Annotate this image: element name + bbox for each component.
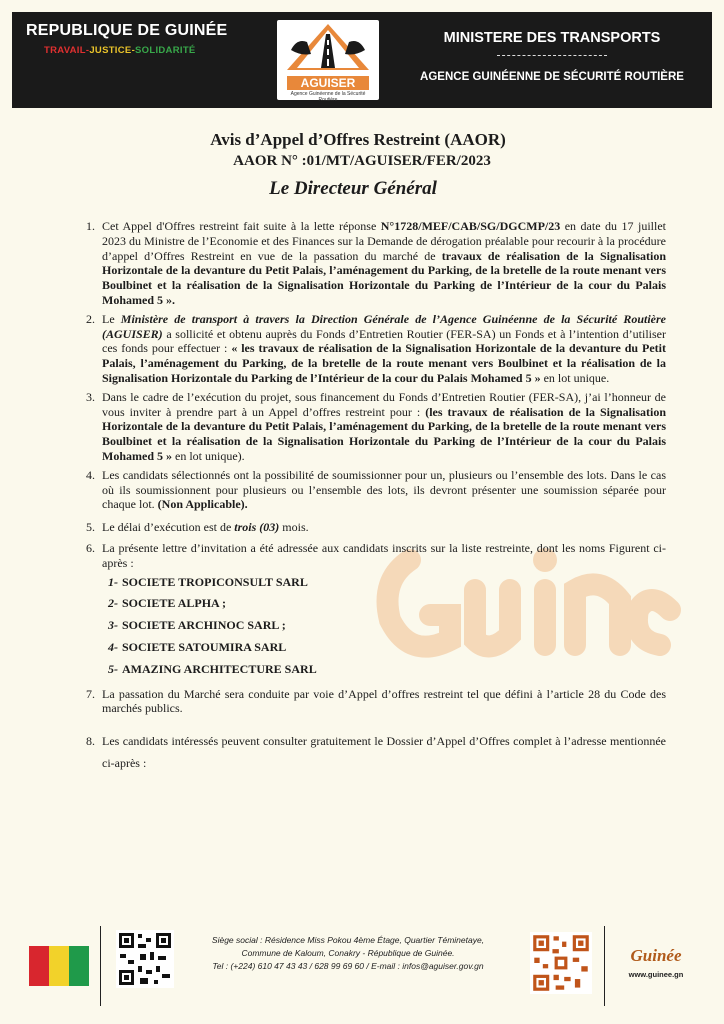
notice-title-block	[0, 130, 724, 200]
list-item: 4. Les candidats sélectionnés ont la possibilité de soumissionner pour un, plusieurs ou l’ensemble des lots. Dans le cas où ils soumissionnent pour plusieurs ou l’ensemble des lots, ils devront présenter une soumission séparée pour chaque lot. (Non Applicable).	[86, 467, 666, 512]
shortlist-item: 1- SOCIETE TROPICONSULT SARL	[108, 574, 308, 589]
logo-subtitle: Agence Guinéenne de la Sécurité Routière	[290, 91, 366, 103]
item-number: 6.	[86, 540, 95, 555]
country-block	[26, 22, 256, 56]
item-number: 1.	[86, 219, 95, 233]
document-header	[12, 12, 712, 108]
motto-solidarity: SOLIDARITÉ	[135, 45, 196, 56]
shortlist	[108, 575, 666, 677]
address-line: Commune de Kaloum, Conakry - République de Guinée.	[241, 948, 455, 958]
list-item: 2. Le Ministère de transport à travers la Direction Générale de l’Agence Guinéenne de la Sécurité Routière (AGUISER) a sollicité et obtenu auprès du Fonds d’Entretien Routier (FER-SA) un Fonds et à l’intention d’utiliser ces fonds pour effectuer : « les travaux de réalisation de la Signalisation Horizontale de la devanture du Petit Palais, l’aménagement du Parking, de la bretelle de la route menant vers Boulbinet et la réalisation de la Signalisation Horizontale du Parking de l’Intérieur de la cour du Palais Mohamed 5 » en lot unique.	[86, 311, 667, 385]
national-motto: TRAVAIL-JUSTICE-SOLIDARITÉ	[44, 45, 196, 56]
list-item: 3. Dans le cadre de l’exécution du projet, sous financement du Fonds d’Entretien Routier (FER-SA), j’ai l’honneur de vous inviter à prendre part à un Appel d’offres restreint pour : (les travaux de réalisation de la Signalisation Horizontale de la devanture du Petit Palais, l’aménagement du Parking, de la bretelle de la route menant vers Boulbinet et la réalisation de la Signalisation Horizontale du Parking de l’Intérieur de la cour du Palais Mohamed 5 » en lot unique).	[86, 389, 666, 463]
motto-work: TRAVAIL	[44, 45, 86, 56]
list-item: 8. Les candidats intéressés peuvent consulter gratuitement le Dossier d’Appel d’Offres complet à l’adresse mentionnée ci-après :	[84, 730, 666, 774]
shortlist-item: 3- SOCIETE ARCHINOC SARL ;	[108, 618, 286, 633]
notice-title: Avis d’Appel d’Offres Restreint (AAOR)	[210, 130, 506, 149]
shortlist-item: 4- SOCIETE SATOUMIRA SARL	[108, 639, 287, 654]
list-item: 7. La passation du Marché sera conduite par voie d’Appel d’offres restreint tel que défini à l’article 28 du Code des marchés publics.	[86, 686, 666, 716]
address-line: Siège social : Résidence Miss Pokou 4ème Étage, Quartier Téminetaye,	[211, 935, 485, 945]
footer-divider	[604, 926, 605, 1006]
item-number: 7.	[86, 686, 95, 701]
aguiser-logo	[277, 20, 379, 103]
contact-line: Tel : (+224) 610 47 43 43 / 628 99 69 60 / E-mail : infos@aguiser.gov.gn	[212, 961, 484, 971]
item-number: 8.	[86, 734, 95, 749]
notice-body	[84, 219, 666, 778]
logo-wordmark: AGUISER	[287, 76, 369, 90]
footer-divider	[100, 926, 101, 1006]
shortlist-item: 5- AMAZING ARCHITECTURE SARL	[108, 661, 317, 676]
list-item: 5. Le délai d’exécution est de trois (03) mois.	[86, 520, 309, 535]
item-number: 5.	[86, 520, 95, 535]
country-name: REPUBLIQUE DE GUINÉE	[26, 22, 228, 39]
list-item: 6. La présente lettre d’invitation a été adressée aux candidats inscrits sur la liste restreinte, dont les noms Figurent ci-après :	[86, 540, 666, 570]
header-divider	[497, 55, 607, 57]
list-item: 1. Cet Appel d'Offres restreint fait suite à la lette réponse N°1728/MEF/CAB/SG/DGCMP/23 en date du 17 juillet 2023 du Ministre de l’Economie et des Finances sur la Demande de dérogation préalable pour recourir à la procédure d’appel d’Offres Restreint en vue de la passation du marché de travaux de réalisation de la Signalisation Horizontale de la devanture du Petit Palais, l’aménagement du Parking, de la bretelle de la route menant vers Boulbinet et la réalisation de la Signalisation Horizontale du Parking de l’Intérieur de la cour du Palais Mohamed 5 ».	[86, 219, 666, 307]
road-emblem-icon	[277, 20, 379, 76]
footer-address	[176, 934, 520, 973]
item-number: 4.	[86, 467, 95, 482]
guinee-brand-logo: Guinée	[630, 946, 682, 965]
shortlist-item: 2- SOCIETE ALPHA ;	[108, 596, 227, 611]
agency-name: AGENCE GUINÉENNE DE SÉCURITÉ ROUTIÈRE	[420, 71, 684, 83]
document-footer	[0, 920, 724, 1020]
item-number: 2.	[86, 311, 95, 326]
ministry-name: MINISTERE DES TRANSPORTS	[443, 30, 661, 46]
notice-reference: AAOR N° :01/MT/AGUISER/FER/2023	[233, 153, 491, 169]
signatory-title: Le Directeur Général	[269, 178, 437, 199]
ministry-block	[402, 30, 702, 83]
qr-code-icon	[530, 932, 592, 994]
guinea-flag-icon	[29, 946, 89, 986]
item-number: 3.	[86, 389, 95, 404]
motto-justice: JUSTICE	[89, 45, 132, 56]
brand-url: www.guinee.gn	[628, 970, 684, 979]
qr-code-icon	[116, 930, 174, 988]
